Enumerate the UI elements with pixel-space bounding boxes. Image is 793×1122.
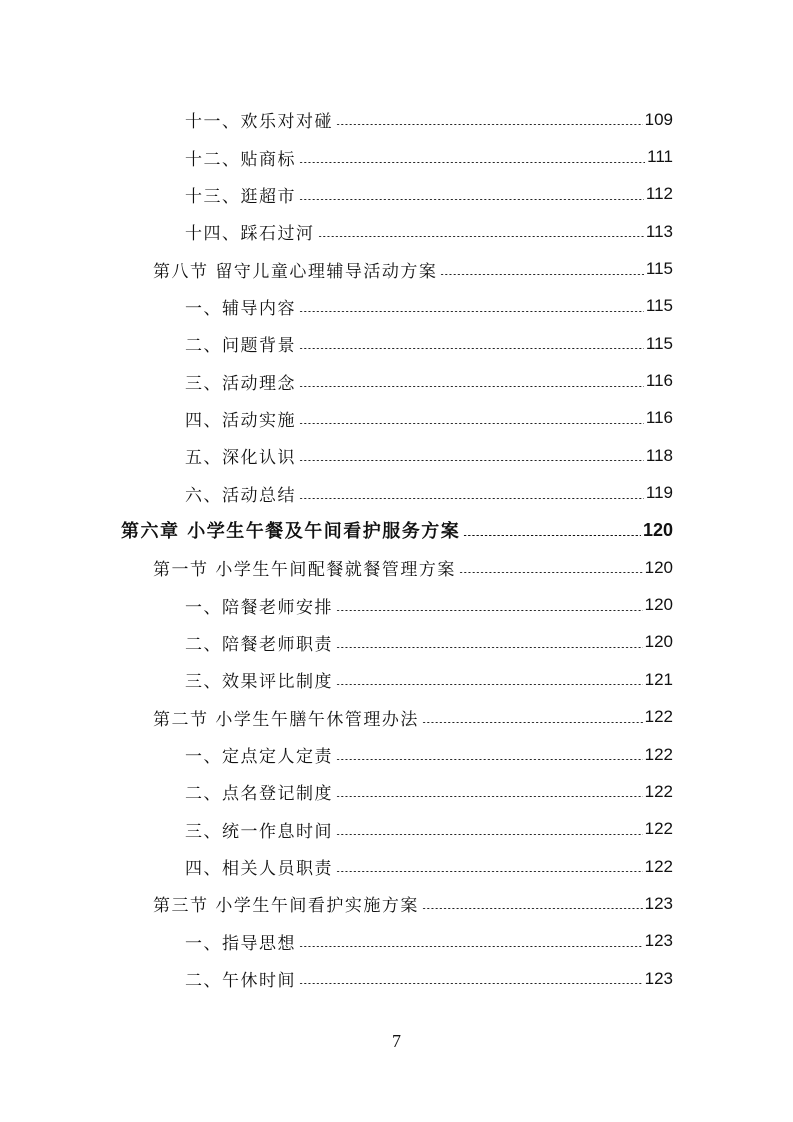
toc-entry-title: 一、辅导内容 [185,298,296,319]
dot-leader [336,124,643,125]
toc-entry-title: 十四、踩石过河 [185,224,315,245]
toc-entry-item[interactable] [0,960,793,997]
toc-entry-page: 116 [645,371,673,391]
table-of-contents [0,101,793,997]
toc-entry-title: 一、陪餐老师安排 [185,597,333,618]
dot-leader [336,834,643,835]
dot-leader [299,199,644,200]
toc-entry-title: 四、活动实施 [185,410,296,431]
toc-entry-title: 三、效果评比制度 [185,672,333,693]
toc-entry-item[interactable] [0,624,793,661]
toc-entry-page: 115 [645,333,673,353]
dot-leader [422,722,643,723]
toc-entry-page: 120 [642,519,673,540]
toc-entry-item[interactable] [0,362,793,399]
toc-entry-item[interactable] [0,138,793,175]
toc-entry-page: 122 [644,744,673,764]
toc-entry-page: 118 [645,445,673,465]
dot-leader [336,647,643,648]
toc-entry-section[interactable] [0,250,793,287]
toc-entry-page: 113 [645,221,673,241]
dot-leader [318,236,644,237]
toc-entry-title: 六、活动总结 [185,485,296,506]
toc-entry-item[interactable] [0,661,793,698]
toc-entry-item[interactable] [0,736,793,773]
toc-entry-page: 111 [647,147,673,167]
toc-entry-title: 第二节 小学生午膳午休管理办法 [153,709,419,730]
dot-leader [299,348,644,349]
dot-leader [336,610,643,611]
toc-entry-item[interactable] [0,773,793,810]
dot-leader [299,983,643,984]
toc-entry-item[interactable] [0,923,793,960]
toc-entry-page: 123 [644,893,673,913]
toc-entry-title: 一、指导思想 [185,933,296,954]
dot-leader [336,796,643,797]
toc-entry-title: 十二、贴商标 [185,149,296,170]
toc-entry-page: 121 [644,669,673,689]
toc-entry-title: 第八节 留守儿童心理辅导活动方案 [153,261,438,282]
dot-leader [422,908,643,909]
dot-leader [299,423,644,424]
dot-leader [299,386,644,387]
toc-entry-page: 116 [645,408,673,428]
page-number: 7 [392,1031,401,1051]
dot-leader [463,535,641,536]
toc-entry-item[interactable] [0,213,793,250]
toc-entry-item[interactable] [0,848,793,885]
toc-entry-page: 123 [644,931,673,951]
toc-entry-page: 120 [644,632,673,652]
toc-entry-title: 四、相关人员职责 [185,859,333,880]
dot-leader [299,460,644,461]
toc-entry-page: 122 [644,856,673,876]
toc-entry-page: 122 [644,781,673,801]
toc-entry-title: 十三、逛超市 [185,186,296,207]
toc-entry-item[interactable] [0,474,793,511]
toc-entry-page: 119 [645,483,673,503]
toc-entry-item[interactable] [0,176,793,213]
toc-entry-title: 三、统一作息时间 [185,821,333,842]
toc-entry-page: 123 [644,968,673,988]
dot-leader [440,274,643,275]
toc-entry-page: 115 [645,296,673,316]
dot-leader [299,498,644,499]
toc-entry-page: 112 [645,184,673,204]
toc-entry-title: 二、问题背景 [185,336,296,357]
toc-entry-item[interactable] [0,400,793,437]
toc-entry-item[interactable] [0,101,793,138]
dot-leader [299,311,644,312]
dot-leader [336,684,643,685]
toc-entry-page: 120 [644,595,673,615]
toc-entry-page: 115 [645,259,673,279]
dot-leader [299,162,645,163]
toc-entry-title: 十一、欢乐对对碰 [185,112,333,133]
toc-entry-title: 三、活动理念 [185,373,296,394]
toc-entry-item[interactable] [0,325,793,362]
toc-entry-title: 第六章 小学生午餐及午间看护服务方案 [121,521,461,543]
toc-entry-title: 一、定点定人定责 [185,747,333,768]
toc-entry-item[interactable] [0,437,793,474]
toc-entry-chapter[interactable] [0,512,793,549]
toc-entry-title: 第三节 小学生午间看护实施方案 [153,896,419,917]
toc-entry-item[interactable] [0,288,793,325]
dot-leader [459,572,643,573]
toc-entry-section[interactable] [0,885,793,922]
toc-entry-title: 二、点名登记制度 [185,784,333,805]
toc-entry-item[interactable] [0,811,793,848]
dot-leader [299,946,643,947]
toc-entry-page: 122 [644,819,673,839]
dot-leader [336,871,643,872]
toc-entry-title: 二、陪餐老师职责 [185,634,333,655]
toc-entry-item[interactable] [0,586,793,623]
toc-entry-page: 122 [644,707,673,727]
toc-entry-section[interactable] [0,699,793,736]
toc-entry-page: 120 [644,557,673,577]
dot-leader [336,759,643,760]
toc-entry-page: 109 [644,109,673,129]
toc-entry-section[interactable] [0,549,793,586]
toc-entry-title: 第一节 小学生午间配餐就餐管理方案 [153,560,456,581]
toc-entry-title: 二、午休时间 [185,971,296,992]
toc-entry-title: 五、深化认识 [185,448,296,469]
